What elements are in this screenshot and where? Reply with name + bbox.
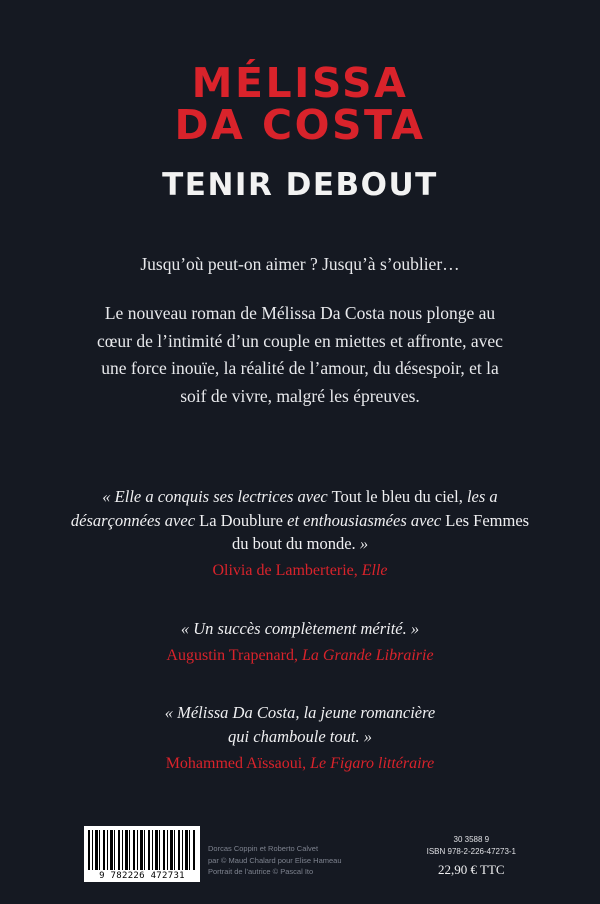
quote-3-text: [65, 701, 535, 749]
quote-2-body: « Un succès complètement mérité. »: [180, 618, 420, 638]
barcode: [84, 826, 200, 882]
author-name-line1: MÉLISSA: [191, 59, 409, 107]
blurb-block: [90, 251, 510, 410]
quote-3-line2: qui chamboule tout. »: [228, 726, 372, 746]
credits-line-3: Portrait de l’autrice © Pascal Ito: [208, 867, 314, 877]
barcode-bars: [88, 830, 196, 870]
author-name: [0, 59, 600, 150]
blurb-paragraph: Le nouveau roman de Mélissa Da Costa nous plonge au cœur de l’intimité d’un couple en miettes et affronte, avec une force inouïe, la réalité de l’amour, du désespoir, et la soif de vivre, malgré les épreuves.: [97, 303, 503, 406]
photo-credits: [208, 843, 342, 878]
price-label: 22,90 € TTC: [438, 862, 505, 877]
quote-group-3: [65, 701, 535, 775]
quote-2-text: [65, 617, 535, 641]
quote-1-part2: les a désarçonnées avec: [70, 486, 498, 530]
quote-1-part3: et enthousiasmées: [287, 510, 407, 530]
quote-1-part1: « Elle a conquis ses lectrices avec: [102, 486, 328, 506]
barcode-number: 9 782226 472731: [99, 871, 185, 881]
quote-1-work2: La Doublure: [199, 510, 284, 530]
quote-1-part4: avec: [410, 510, 442, 530]
quote-1-work1: Tout le bleu du ciel,: [331, 486, 463, 506]
quote-3-source-media: Le Figaro littéraire: [310, 754, 435, 772]
isbn-number: ISBN 978-2-226-47273-1: [426, 847, 516, 856]
quote-1-source-media: Elle: [361, 562, 388, 580]
credits-line-1: Dorcas Coppin et Roberto Calvet: [208, 844, 319, 854]
quote-1-work3: Les Femmes du bout du monde.: [231, 510, 530, 554]
quote-1-text: [65, 485, 535, 557]
quote-group-2: [65, 617, 535, 667]
book-title: TENIR DEBOUT: [162, 167, 438, 204]
cover-footer: [0, 806, 600, 886]
quote-2-source-name: Augustin Trapenard,: [166, 646, 298, 664]
quote-3-line1: « Mélissa Da Costa, la jeune romancière: [164, 702, 436, 722]
quote-1-source-name: Olivia de Lamberterie,: [212, 562, 358, 580]
title-block: [0, 0, 600, 203]
reference-code: 30 3588 9: [453, 835, 490, 844]
quote-1-source: [65, 559, 535, 582]
credits-line-2: par © Maud Chalard pour Elise Hameau: [208, 855, 342, 865]
author-name-line2: DA COSTA: [174, 101, 426, 150]
quote-group-1: [65, 485, 535, 583]
quote-3-source-name: Mohammed Aïssaoui,: [165, 754, 307, 772]
quote-2-source: [65, 644, 535, 667]
blurb-tagline: Jusqu’où peut-on aimer ? Jusqu’à s’oublier…: [140, 254, 460, 275]
press-quotes: [65, 485, 535, 775]
quote-1-closing: »: [359, 534, 369, 554]
quote-2-source-media: La Grande Librairie: [301, 646, 434, 664]
isbn-block: [427, 834, 516, 878]
quote-3-source: [65, 752, 535, 775]
